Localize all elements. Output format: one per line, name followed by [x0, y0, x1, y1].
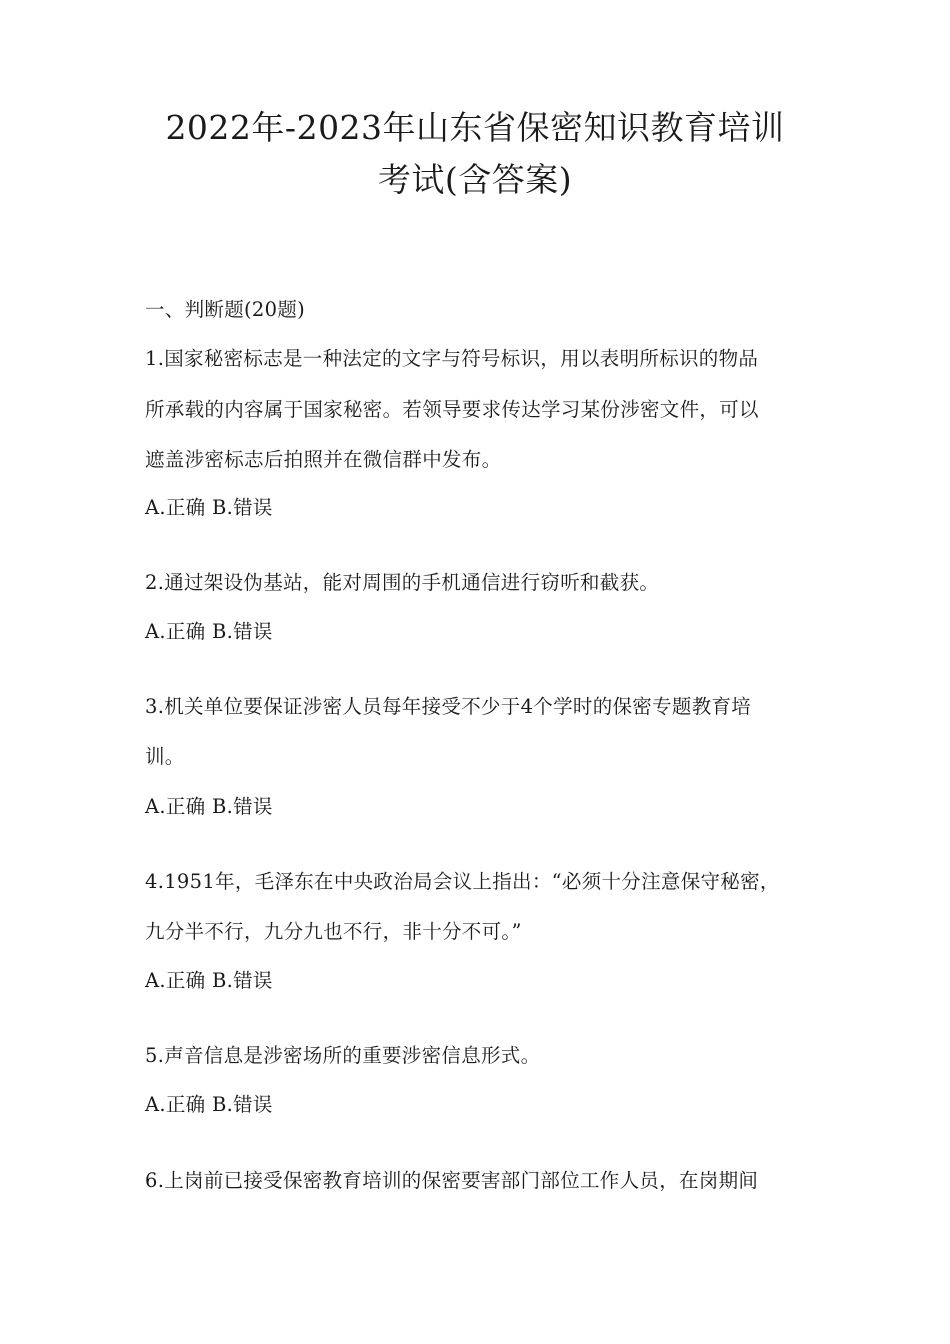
- document-title-line-1: 2022年-2023年山东省保密知识教育培训: [165, 108, 785, 147]
- question-1-text-line-1: 1.国家秘密标志是一种法定的文字与符号标识，用以表明所标识的物品: [145, 347, 759, 370]
- question-1-text-line-2: 所承载的内容属于国家秘密。若领导要求传达学习某份涉密文件，可以: [145, 398, 759, 421]
- question-4-text-line-1: 4.1951年，毛泽东在中央政治局会议上指出：“必须十分注意保守秘密，: [145, 870, 780, 893]
- question-5-text-line-1: 5.声音信息是涉密场所的重要涉密信息形式。: [145, 1044, 541, 1067]
- question-2-options: A.正确 B.错误: [145, 620, 273, 643]
- question-1-options: A.正确 B.错误: [145, 496, 273, 519]
- question-5-options: A.正确 B.错误: [145, 1093, 273, 1116]
- question-1-text-line-3: 遮盖涉密标志后拍照并在微信群中发布。: [145, 448, 502, 471]
- question-3-text-line-2: 训。: [145, 745, 185, 768]
- section-heading: 一、判断题(20题): [145, 298, 306, 321]
- question-3-text-line-1: 3.机关单位要保证涉密人员每年接受不少于4个学时的保密专题教育培: [145, 695, 752, 718]
- question-2-text-line-1: 2.通过架设伪基站，能对周围的手机通信进行窃听和截获。: [145, 571, 660, 594]
- question-6-text-line-1: 6.上岗前已接受保密教育培训的保密要害部门部位工作人员，在岗期间: [145, 1169, 759, 1192]
- question-4-options: A.正确 B.错误: [145, 969, 273, 992]
- question-3-options: A.正确 B.错误: [145, 795, 273, 818]
- document-title-line-2: 考试(含答案): [377, 160, 573, 199]
- question-4-text-line-2: 九分半不行，九分九也不行，非十分不可。”: [145, 920, 522, 943]
